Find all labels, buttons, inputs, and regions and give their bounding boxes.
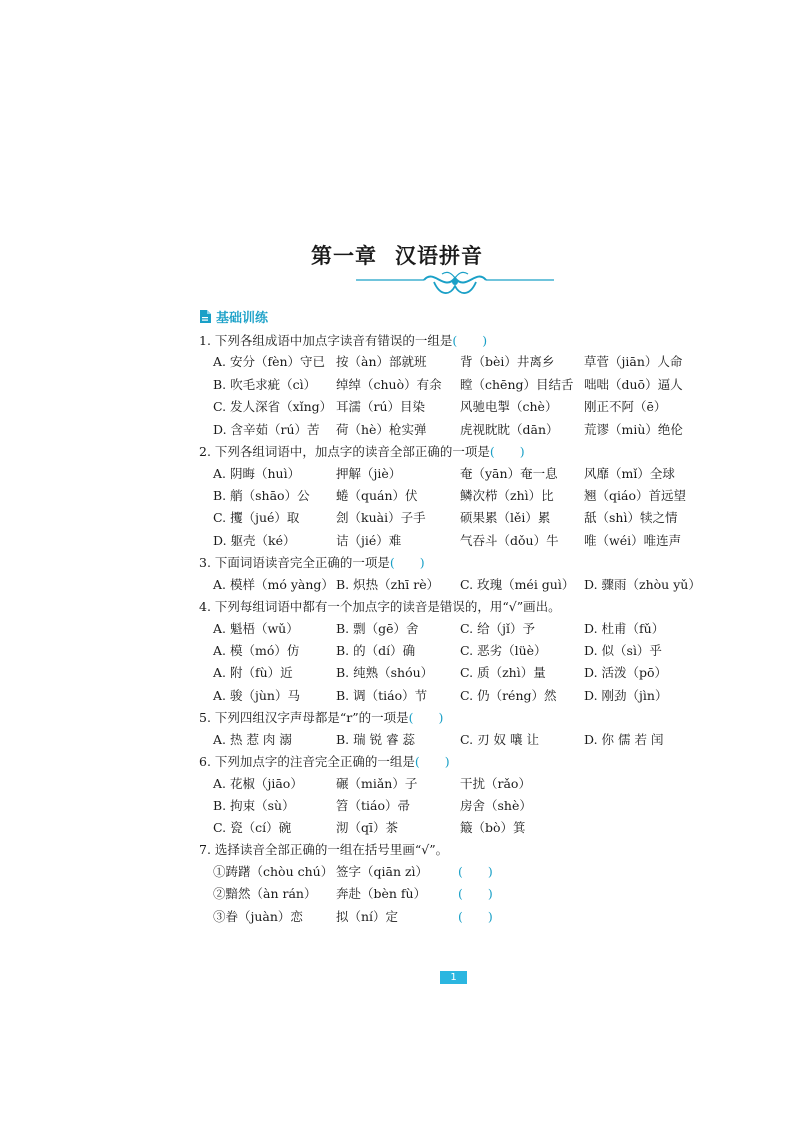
answer-paren: ( ) (414, 754, 450, 769)
option: 气吞斗（dǒu）牛 (460, 533, 559, 548)
option: B. 纯熟（shóu） (336, 665, 434, 680)
option: D. 杜甫（fǔ） (584, 621, 665, 636)
option: C. 玫瑰（méi guì） (460, 577, 575, 592)
option: B. 的（dí）确 (336, 643, 416, 658)
option: B. 拘束（sù） (213, 798, 295, 813)
option: 笤（tiáo）帚 (336, 798, 410, 813)
option: D. 含辛茹（rú）苦 (213, 422, 320, 437)
option: 刚正不阿（ē） (584, 399, 667, 414)
question-1: 1. 下列各组成语中加点字读音有错误的一组是( ) (199, 333, 488, 348)
option: 风驰电掣（chè） (460, 399, 558, 414)
answer-paren: ( ) (458, 909, 493, 924)
chapter-name: 汉语拼音 (395, 243, 483, 268)
option: C. 攫（jué）取 (213, 510, 300, 525)
question-4: 4. 下列每组词语中都有一个加点字的读音是错误的，用“√”画出。 (199, 599, 561, 614)
option: 房舍（shè） (460, 798, 532, 813)
question-6: 6. 下列加点字的注音完全正确的一组是( ) (199, 754, 450, 769)
option: D. 活泼（pō） (584, 665, 668, 680)
option: B. 剽（gē）舍 (336, 621, 419, 636)
option: 鳞次栉（zhì）比 (460, 488, 554, 503)
option: C. 仍（réng）然 (460, 688, 557, 703)
option: D. 你 儒 若 闰 (584, 732, 664, 747)
option: C. 给（jǐ）予 (460, 621, 535, 636)
option: 咄咄（duō）逼人 (584, 377, 683, 392)
question-5: 5. 下列四组汉字声母都是“r”的一项是( ) (199, 710, 444, 725)
option: D. 骤雨（zhòu yǔ） (584, 577, 701, 592)
option: A. 模（mó）仿 (213, 643, 300, 658)
section-label: 基础训练 (216, 310, 269, 326)
option: 签字（qiān zì） (336, 864, 429, 879)
option: 翘（qiáo）首远望 (584, 488, 686, 503)
option: 荷（hè）枪实弹 (336, 422, 427, 437)
option: 簸（bò）箕 (460, 820, 526, 835)
option: 硕果累（lěi）累 (460, 510, 551, 525)
option: D. 似（sì）乎 (584, 643, 662, 658)
option: B. 炽热（zhī rè） (336, 577, 440, 592)
option: ①踌躇（chòu chú） (213, 864, 334, 879)
option: A. 附（fù）近 (213, 665, 293, 680)
option: A. 模样（mó yàng） (213, 577, 334, 592)
option: 押解（jiè） (336, 466, 402, 481)
option: ③眷（juàn）恋 (213, 909, 303, 924)
option: 瞠（chēng）目结舌 (460, 377, 574, 392)
option: 背（bèi）井离乡 (460, 354, 555, 369)
section-header (199, 307, 268, 325)
option: C. 刃 奴 嚷 让 (460, 732, 539, 747)
option: 沏（qī）茶 (336, 820, 398, 835)
option: C. 质（zhì）量 (460, 665, 546, 680)
option: 荒谬（miù）绝伦 (584, 422, 683, 437)
option: A. 花椒（jiāo） (213, 776, 303, 791)
option: 耳濡（rú）目染 (336, 399, 426, 414)
option: 奔赴（bèn fù） (336, 886, 427, 901)
answer-paren: ( ) (408, 710, 444, 725)
option: 草菅（jiān）人命 (584, 354, 683, 369)
option: B. 瑞 锐 睿 蕊 (336, 732, 416, 747)
document-icon (199, 309, 212, 324)
option: A. 骏（jùn）马 (213, 688, 300, 703)
option: A. 魁梧（wǔ） (213, 621, 299, 636)
option: 唯（wéi）唯连声 (584, 533, 682, 548)
option: 干扰（rǎo） (460, 776, 531, 791)
answer-paren: ( ) (489, 444, 525, 459)
page-number: 1 (440, 971, 467, 984)
ornament-divider (356, 270, 554, 298)
option: 虎视眈眈（dān） (460, 422, 559, 437)
option: C. 恶劣（lüè） (460, 643, 547, 658)
question-3: 3. 下面词语读音完全正确的一项是( ) (199, 555, 425, 570)
option: C. 瓷（cí）碗 (213, 820, 292, 835)
answer-paren: ( ) (389, 555, 425, 570)
option: D. 刚劲（jìn） (584, 688, 668, 703)
chapter-number: 第一章 (311, 243, 377, 268)
option: 拟（ní）定 (336, 909, 399, 924)
option: 奄（yān）奄一息 (460, 466, 558, 481)
option: A. 安分（fèn）守已 (213, 354, 326, 369)
option: 碾（miǎn）子 (336, 776, 418, 791)
chapter-title (0, 240, 794, 270)
option: A. 阴晦（huì） (213, 466, 301, 481)
option: 按（àn）部就班 (336, 354, 427, 369)
option: 绰绰（chuò）有余 (336, 377, 442, 392)
option: A. 热 惹 肉 溺 (213, 732, 292, 747)
option: 诘（jié）难 (336, 533, 402, 548)
option: ②黯然（àn rán） (213, 886, 317, 901)
question-2: 2. 下列各组词语中，加点字的读音全部正确的一项是( ) (199, 444, 525, 459)
option: 蜷（quán）伏 (336, 488, 418, 503)
option: D. 躯壳（ké） (213, 533, 296, 548)
option: 风靡（mǐ）全球 (584, 466, 675, 481)
option: 刽（kuài）子手 (336, 510, 426, 525)
option: B. 艄（shāo）公 (213, 488, 310, 503)
option: 舐（shì）犊之情 (584, 510, 678, 525)
option: B. 吹毛求疵（cì） (213, 377, 317, 392)
option: B. 调（tiáo）节 (336, 688, 428, 703)
answer-paren: ( ) (458, 886, 493, 901)
question-7: 7. 选择读音全部正确的一组在括号里画“√”。 (199, 842, 449, 857)
answer-paren: ( ) (458, 864, 493, 879)
option: C. 发人深省（xǐng） (213, 399, 333, 414)
answer-paren: ( ) (452, 333, 488, 348)
